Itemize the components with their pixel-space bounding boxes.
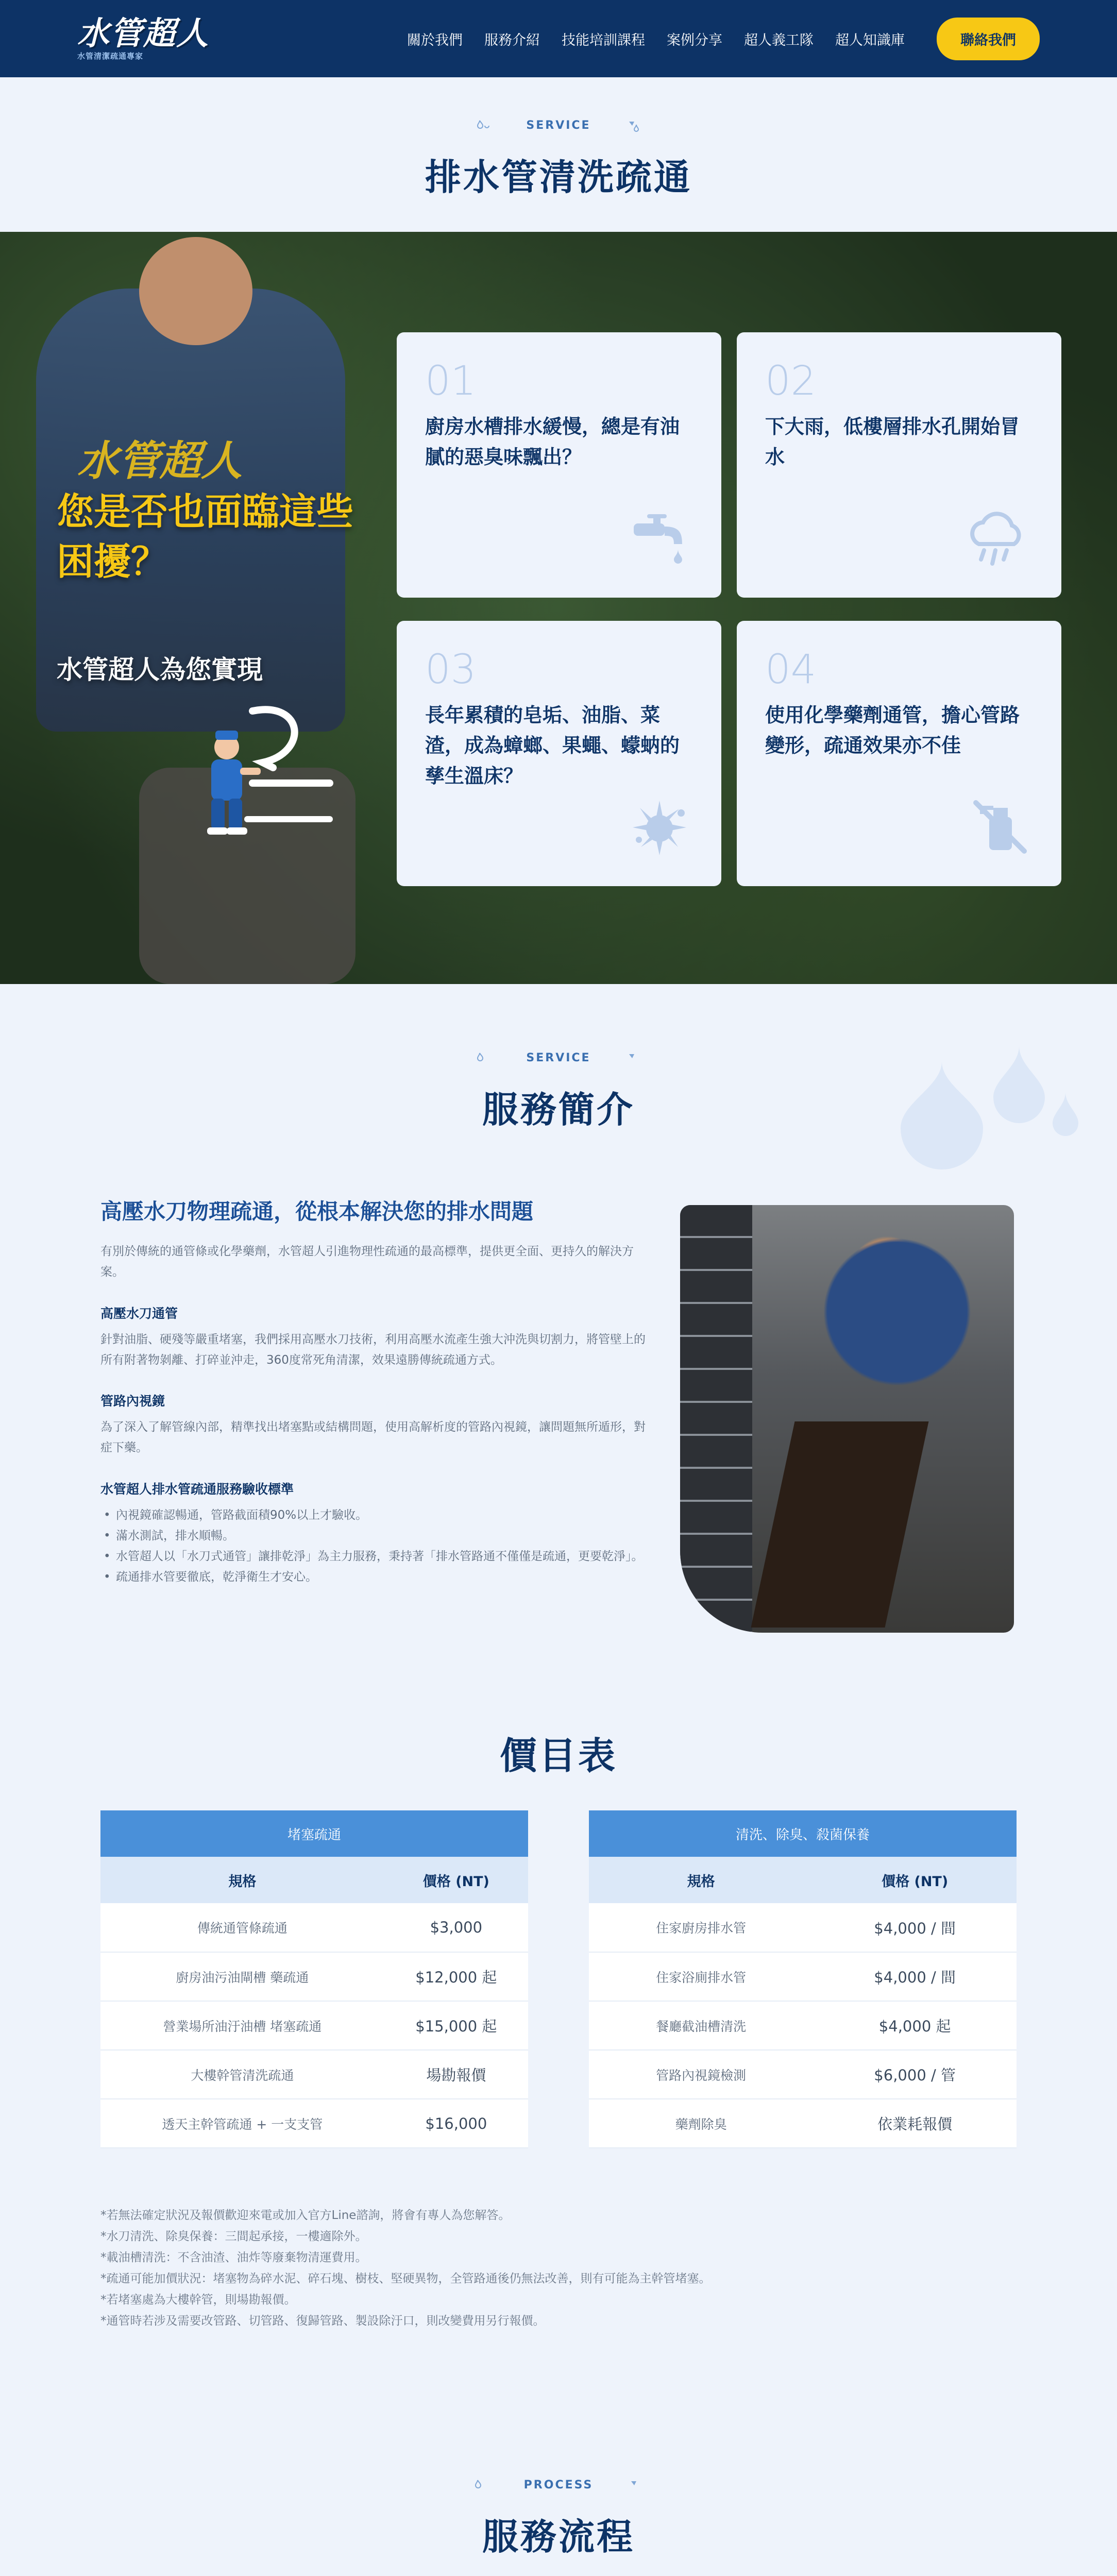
price-cell: $4,000 / 間 [813,1952,1017,2001]
table-row [589,2050,1017,2099]
table-caption: 堵塞疏通 [100,1810,528,1857]
blade-heading: 高壓水刀通管 [100,1306,178,1321]
price-section [0,1726,1117,2470]
table-row [100,1903,528,1952]
section-tag-text: SERVICE [526,1051,591,1064]
worker-drain-photo [680,1205,1014,1633]
problem-card [737,332,1061,598]
intro-body [100,1195,1014,1633]
card-text: 廚房水槽排水緩慢，總是有油膩的惡臭味飄出？ [425,415,680,468]
card-number: 01 [425,358,477,404]
price-cell: $12,000 起 [384,1952,528,2001]
list-item: • 滿水測試，排水順暢。 [100,1526,649,1546]
spec-cell: 藥劑除臭 [589,2099,813,2148]
spec-cell: 營業場所油汙油槽 堵塞疏通 [100,2001,384,2050]
water-drop-icon [477,118,490,132]
photo-windows [680,1205,752,1633]
photo-trench [751,1421,928,1628]
price-table-blockage [100,1810,528,2148]
process-title [0,2478,1117,2560]
section-tag-text: SERVICE [526,118,591,132]
column-header: 規格 [589,1857,813,1903]
water-drop-icon [629,2478,642,2492]
process-section [0,2470,1117,2576]
water-drop-icon [627,118,640,132]
worker-photo-head [139,237,252,345]
service-intro-section [0,984,1117,1726]
price-table-cleaning [589,1810,1017,2148]
price-tables [100,1810,1017,2148]
note-line: *通管時若涉及需要改管路、切管路、復歸管路、製設除汙口，則改變費用另行報價。 [100,2314,545,2328]
spec-cell: 廚房油污油閘槽 藥疏通 [100,1952,384,2001]
price-cell: $4,000 起 [813,2001,1017,2050]
column-header: 價格 (NT) [813,1857,1017,1903]
note-line: *若堵塞處為大樓幹管，則場勘報價。 [100,2293,296,2307]
site-logo[interactable] [77,14,210,61]
service-title-section [0,77,1117,232]
section-tag-text: PROCESS [523,2478,594,2492]
nav-services[interactable]: 服務介紹 [484,32,540,48]
section-title: 排水管清洗疏通 [425,156,692,198]
card-number: 04 [765,647,817,693]
section-tag [475,2478,643,2492]
rain-cloud-icon [963,508,1030,572]
table-row [100,2001,528,2050]
note-line: *水刀清洗、除臭保養：三間起承接，一樓適除外。 [100,2229,367,2243]
card-text: 下大雨，低樓層排水孔開始冒水 [765,415,1020,468]
table-caption: 清洗、除臭、殺菌保養 [589,1810,1017,1857]
spec-cell: 住家廚房排水管 [589,1903,813,1952]
price-notes [100,2205,1017,2332]
problem-card [737,621,1061,886]
card-text: 長年累積的皂垢、油脂、菜渣，成為蟑螂、果蠅、蠓蚋的孳生溫床？ [425,704,680,787]
price-cell: $4,000 / 間 [813,1903,1017,1952]
price-cell: 場勘報價 [384,2050,528,2099]
spec-cell: 管路內視鏡檢測 [589,2050,813,2099]
note-line: *疏通可能加價狀況：堵塞物為碎水泥、碎石塊、樹枝、堅硬異物，全管路通後仍無法改善，則有可能為主幹管堵塞。 [100,2272,711,2285]
problems-subline: 水管超人為您實現 [57,655,263,685]
spec-cell: 住家浴廁排水管 [589,1952,813,2001]
price-cell: 依業耗報價 [813,2099,1017,2148]
column-header: 規格 [100,1857,384,1903]
problems-hero [0,232,1117,984]
section-tag [477,1051,640,1064]
section-title: 服務流程 [482,2516,635,2558]
headline-line-2: 困擾？ [57,540,168,584]
note-line: *載油槽清洗：不含油渣、油炸等廢棄物清運費用。 [100,2250,367,2264]
table-row [100,2050,528,2099]
nav-cases[interactable]: 案例分享 [667,32,722,48]
price-title: 價目表 [499,1734,617,1777]
site-header [0,0,1117,77]
table-row [589,1952,1017,2001]
price-cell: $16,000 [384,2099,528,2148]
spec-cell: 餐廳截油槽清洗 [589,2001,813,2050]
spec-cell: 透天主幹管疏通 + 一支支管 [100,2099,384,2148]
standards-heading: 水管超人排水管疏通服務驗收標準 [100,1481,294,1497]
blade-text: 針對油脂、硬殘等嚴重堵塞，我們採用高壓水刀技術，利用高壓水流產生強大沖洗與切割力，將管壁上的所有附著物剝離、打碎並沖走，360度常死角清潔，效果遠勝傳統疏通方式。 [100,1332,646,1367]
card-number: 02 [765,358,817,404]
nav-volunteers[interactable]: 超人義工隊 [744,32,814,48]
no-chemical-icon [969,796,1030,860]
water-drop-icon [627,1051,640,1064]
water-drop-icon [475,2478,488,2492]
list-item: • 疏通排水管要徹底，乾淨衛生才安心。 [100,1567,649,1587]
nav-training[interactable]: 技能培訓課程 [562,32,645,48]
table-row [100,2099,528,2148]
column-header: 價格 (NT) [384,1857,528,1903]
table-row [589,2099,1017,2148]
intro-text [100,1195,649,1633]
splat-icon [629,796,690,860]
price-cell: $6,000 / 管 [813,2050,1017,2099]
logo-text: 水管超人 [77,14,210,52]
table-row [100,1952,528,2001]
section-tag [477,118,640,132]
nav-about[interactable]: 關於我們 [407,32,463,48]
list-item: • 內視鏡確認暢通，管路截面積90%以上才驗收。 [100,1505,649,1526]
faucet-drip-icon [629,508,690,572]
main-nav [407,18,1040,60]
price-cell: $3,000 [384,1903,528,1952]
headline-line-1: 您是否也面臨這些 [57,490,354,533]
camera-text: 為了深入了解管線內部，精準找出堵塞點或結構問題，使用高解析度的管路內視鏡，讓問題無所遁形，對症下藥。 [100,1420,646,1455]
plumber-mascot-icon [175,690,340,862]
list-item: • 水管超人以「水刀式通管」讓排乾淨」為主力服務，秉持著「排水管路通不僅僅是疏通，更要乾淨」。 [100,1546,649,1567]
water-drop-icon [477,1051,490,1064]
card-text: 使用化學藥劑通管，擔心管路變形，疏通效果亦不佳 [765,704,1020,757]
camera-heading: 管路內視鏡 [100,1394,165,1409]
standards-list [100,1505,649,1588]
logo-tagline: 水管清潔疏通專家 [77,51,144,61]
note-line: *若無法確定狀況及報價歡迎來電或加入官方Line諮詢，將會有專人為您解答。 [100,2209,511,2222]
contact-us-button[interactable]: 聯絡我們 [937,18,1040,60]
problems-headline [57,487,353,587]
water-drops-decoration-icon [880,1030,1086,1172]
price-cell: $15,000 起 [384,2001,528,2050]
spec-cell: 大樓幹管清洗疏通 [100,2050,384,2099]
problem-card [397,621,721,886]
problem-card [397,332,721,598]
spec-cell: 傳統通管條疏通 [100,1903,384,1952]
nav-knowledge[interactable]: 超人知識庫 [835,32,905,48]
intro-lead: 有別於傳統的通管條或化學藥劑，水管超人引進物理性疏通的最高標準，提供更全面、更持久的解決方案。 [100,1245,634,1279]
card-number: 03 [425,647,477,693]
table-row [589,2001,1017,2050]
worker-shirt-logo: 水管超人 [77,437,242,485]
table-row [589,1903,1017,1952]
intro-heading: 高壓水刀物理疏通，從根本解決您的排水問題 [100,1199,534,1224]
section-title: 服務簡介 [482,1089,635,1131]
